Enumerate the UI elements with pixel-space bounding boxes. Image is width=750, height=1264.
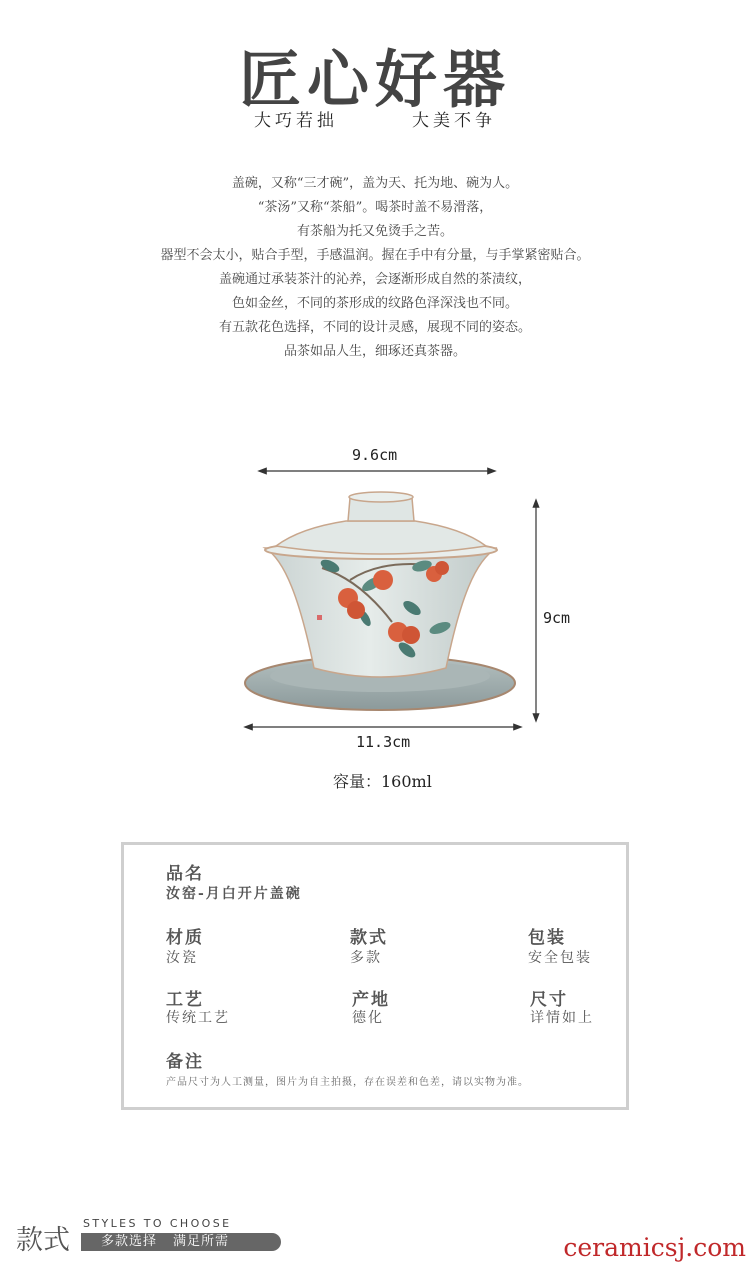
size-label: 尺寸 — [530, 990, 568, 1010]
width-bottom-label: 11.3cm — [356, 733, 411, 751]
height-label: 9cm — [543, 609, 571, 627]
watermark: ceramicsj.com — [563, 1233, 746, 1262]
craft-value: 传统工艺 — [166, 1010, 230, 1026]
persimmon — [373, 570, 393, 590]
craft-label: 工艺 — [166, 990, 204, 1010]
intro-line: 品茶如品人生，细琢还真茶器。 — [283, 344, 466, 359]
persimmon — [435, 561, 449, 575]
styles-heading: 款式 — [16, 1225, 70, 1256]
size-value: 详情如上 — [530, 1010, 594, 1026]
styles-bar — [81, 1233, 281, 1251]
name-value: 汝窑-月白开片盖碗 — [166, 886, 302, 902]
capacity-label: 容量：160ml — [333, 772, 432, 791]
style-value: 多款 — [350, 950, 382, 966]
persimmon — [347, 601, 365, 619]
style-label: 款式 — [350, 928, 388, 948]
material-label: 材质 — [166, 928, 204, 948]
note-value: 产品尺寸为人工测量，图片为自主拍摄，存在误差和色差，请以实物为准。 — [166, 1077, 529, 1088]
lid — [276, 521, 486, 554]
origin-label: 产地 — [352, 990, 390, 1010]
intro-line: 器型不会太小，贴合手型，手感温润。握在手中有分量，与手掌紧密贴合。 — [160, 248, 590, 263]
material-value: 汝瓷 — [166, 950, 198, 966]
intro-line: 盖碗通过承装茶汁的沁养，会逐渐形成自然的茶渍纹， — [218, 272, 531, 287]
spec-box — [121, 842, 629, 1110]
intro-line: 有五款花色选择，不同的设计灵感，展现不同的姿态。 — [218, 320, 531, 335]
intro-line: 色如金丝，不同的茶形成的纹路色泽深浅也不同。 — [231, 296, 518, 311]
package-value: 安全包装 — [528, 950, 592, 966]
origin-value: 德化 — [352, 1010, 384, 1026]
styles-heading-en: STYLES TO CHOOSE — [83, 1217, 232, 1230]
persimmon — [402, 626, 420, 644]
name-label: 品名 — [166, 864, 204, 884]
package-label: 包装 — [528, 928, 566, 948]
width-top-label: 9.6cm — [352, 446, 398, 464]
page-title: 匠心好器 — [238, 43, 511, 116]
subtitle-left: 大巧若拙 — [254, 111, 338, 131]
intro-line: “茶汤”又称“茶船”。喝茶时盖不易滑落， — [257, 200, 493, 215]
styles-bar-left: 多款选择 — [101, 1234, 158, 1249]
note-label: 备注 — [166, 1052, 204, 1072]
intro-line: 盖碗，又称“三才碗”，盖为天、托为地、碗为人。 — [231, 176, 519, 191]
styles-bar-right: 满足所需 — [173, 1234, 230, 1249]
intro-line: 有茶船为托又免烫手之苦。 — [296, 224, 453, 239]
subtitle-right: 大美不争 — [412, 111, 496, 131]
